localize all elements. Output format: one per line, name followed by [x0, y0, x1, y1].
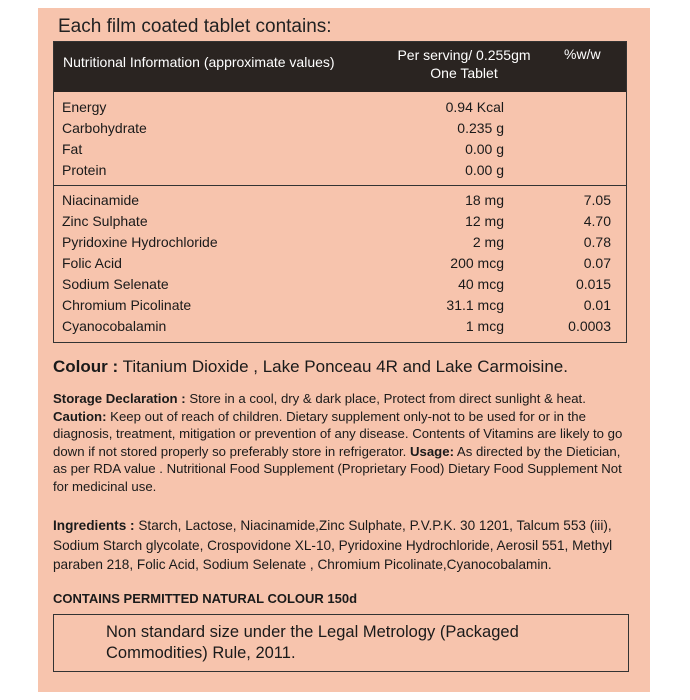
row-percent: 7.05	[583, 192, 611, 208]
row-percent: 4.70	[583, 213, 611, 229]
row-percent: 0.0003	[568, 318, 611, 334]
row-name: Niacinamide	[62, 192, 140, 208]
row-percent: 0.07	[583, 255, 611, 271]
ingredients-text: Starch, Lactose, Niacinamide,Zinc Sulphate, P.V.P.K. 30 1201, Talcum 553 (iii), Sodium Starch glycolate, Crospovidone XL-10, Pyridoxine Hydrochloride, Aerosil 551, Methyl paraben 218, Folic Acid, Sodium Selenate , Chromium Picolinate,Cyanocobalamin.	[53, 518, 613, 572]
table-row	[54, 255, 626, 276]
ingredients-label: Ingredients :	[53, 518, 135, 533]
header-percent: %w/w	[564, 46, 601, 62]
row-value: 31.1 mcg	[446, 297, 504, 313]
row-value: 2 mg	[472, 234, 504, 250]
legal-notice-box	[53, 614, 629, 672]
table-row	[54, 234, 626, 255]
table-row	[54, 318, 626, 339]
row-value: 12 mg	[465, 213, 504, 229]
usage-text: As directed by the Dietician, as per RDA value . Nutritional Food Supplement (Proprietary Food) Dietary Food Supplement Not for medicinal use.	[53, 443, 622, 494]
row-value: 0.94 Kcal	[445, 99, 504, 115]
colour-label: Colour :	[53, 357, 119, 376]
colour-statement	[53, 357, 568, 377]
row-name: Zinc Sulphate	[62, 213, 148, 229]
table-row	[54, 297, 626, 318]
row-name: Carbohydrate	[62, 120, 147, 136]
caution-text: Keep out of reach of children. Dietary supplement only-not to be used for or in the diagnosis, treatment, mitigation or prevention of any disease. Contents of Vitamins are likely to go down if not stored properly so preferably store in refrigerator.	[53, 408, 623, 459]
table-row	[54, 99, 626, 120]
row-name: Sodium Selenate	[62, 276, 169, 292]
section-divider	[54, 185, 626, 186]
legal-notice: Non standard size under the Legal Metrology (Packaged Commodities) Rule, 2011.	[106, 623, 519, 662]
row-percent: 0.01	[583, 297, 611, 313]
row-name: Protein	[62, 162, 107, 178]
row-name: Folic Acid	[62, 255, 122, 271]
table-row	[54, 276, 626, 297]
row-name: Fat	[62, 141, 83, 157]
row-name: Chromium Picolinate	[62, 297, 192, 313]
storage-label: Storage Declaration :	[53, 391, 186, 406]
row-value: 0.00 g	[465, 162, 504, 178]
row-name: Pyridoxine Hydrochloride	[62, 234, 218, 250]
row-value: 0.00 g	[465, 141, 504, 157]
row-value: 18 mg	[465, 192, 504, 208]
storage-text: Store in a cool, dry & dark place, Protect from direct sunlight & heat.	[185, 391, 586, 406]
header-serving-line1: Per serving/ 0.255gm	[397, 47, 531, 63]
contains-colour: CONTAINS PERMITTED NATURAL COLOUR 150d	[53, 591, 358, 606]
row-percent: 0.78	[583, 234, 611, 250]
row-value: 0.235 g	[457, 120, 504, 136]
table-row	[54, 141, 626, 162]
table-row	[54, 162, 626, 183]
colour-text: Titanium Dioxide , Lake Ponceau 4R and Lake Carmoisine.	[118, 357, 568, 376]
table-header	[54, 42, 626, 92]
table-row	[54, 120, 626, 141]
row-percent: 0.015	[575, 276, 611, 292]
page-title: Each film coated tablet contains:	[58, 16, 332, 37]
usage-label: Usage:	[409, 443, 454, 459]
storage-paragraph	[53, 390, 633, 495]
row-value: 40 mcg	[458, 276, 504, 292]
row-name: Energy	[62, 99, 107, 115]
row-name: Cyanocobalamin	[62, 318, 167, 334]
ingredients-paragraph	[53, 516, 633, 575]
row-value: 1 mcg	[465, 318, 504, 334]
header-serving	[394, 46, 534, 82]
nutrition-table	[53, 41, 627, 343]
row-value: 200 mcg	[450, 255, 504, 271]
caution-label: Caution:	[53, 408, 107, 424]
header-serving-line2: One Tablet	[430, 65, 498, 81]
table-row	[54, 213, 626, 234]
header-name: Nutritional Information (approximate values)	[63, 54, 335, 70]
table-row	[54, 192, 626, 213]
